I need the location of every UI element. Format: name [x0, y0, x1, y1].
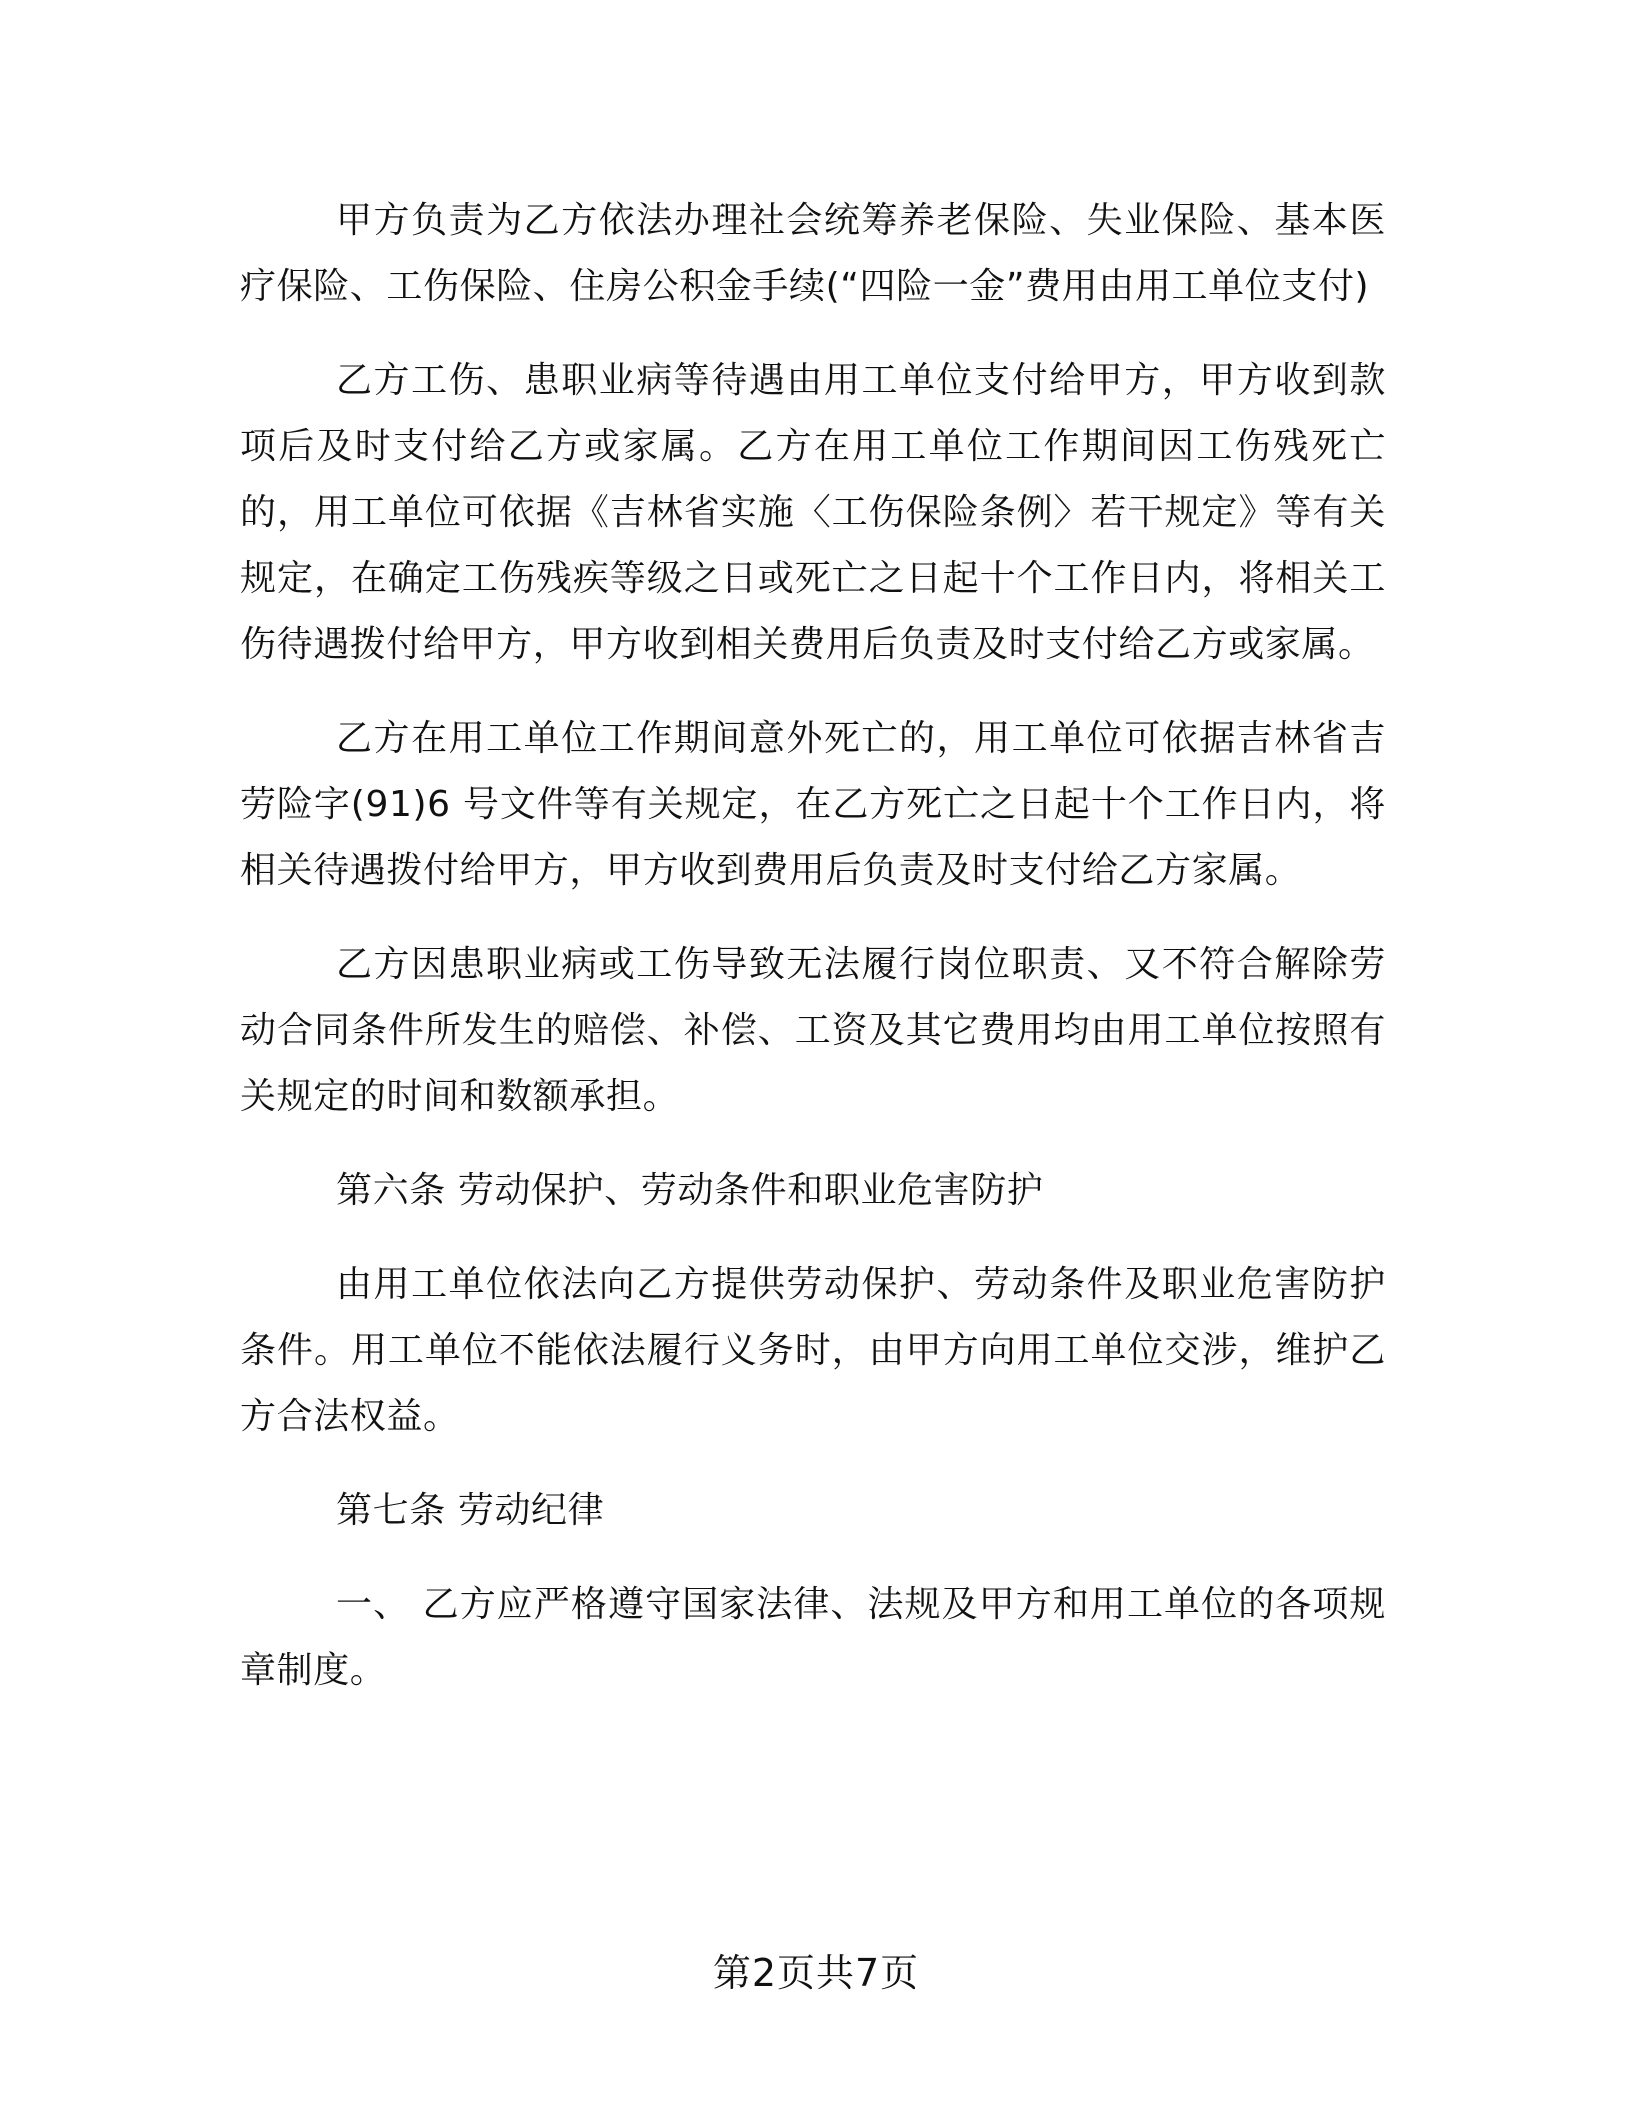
paragraph-work-injury-benefits: 乙方工伤、患职业病等待遇由用工单位支付给甲方，甲方收到款项后及时支付给乙方或家属。乙方在用工单位工作期间因工伤残死亡的，用工单位可依据《吉林省实施〈工伤保险条例〉若干规定》等有关规定，在确定工伤残疾等级之日或死亡之日起十个工作日内，将相关工伤待遇拨付给甲方，甲方收到相关费用后负责及时支付给乙方或家属。	[240, 360, 1386, 665]
document-body	[240, 188, 1386, 1704]
paragraph-accidental-death: 乙方在用工单位工作期间意外死亡的，用工单位可依据吉林省吉劳险字(91)6 号文件等有关规定，在乙方死亡之日起十个工作日内，将相关待遇拨付给甲方，甲方收到费用后负责及时支付给乙方家属。	[240, 718, 1386, 891]
paragraph-social-insurance: 甲方负责为乙方依法办理社会统筹养老保险、失业保险、基本医疗保险、工伤保险、住房公积金手续(“四险一金”费用由用工单位支付)	[240, 200, 1386, 307]
paragraph-labor-protection: 由用工单位依法向乙方提供劳动保护、劳动条件及职业危害防护条件。用工单位不能依法履行义务时，由甲方向用工单位交涉，维护乙方合法权益。	[240, 1264, 1386, 1437]
section-heading-article-6: 第六条 劳动保护、劳动条件和职业危害防护	[336, 1170, 1044, 1211]
paragraph-labor-discipline-item-1: 一、 乙方应严格遵守国家法律、法规及甲方和用工单位的各项规章制度。	[240, 1584, 1386, 1691]
page-number-footer: 第2页共7页	[712, 1951, 920, 1995]
section-heading-article-7: 第七条 劳动纪律	[336, 1490, 605, 1531]
paragraph-occupational-disease-costs: 乙方因患职业病或工伤导致无法履行岗位职责、又不符合解除劳动合同条件所发生的赔偿、补偿、工资及其它费用均由用工单位按照有关规定的时间和数额承担。	[240, 944, 1386, 1117]
